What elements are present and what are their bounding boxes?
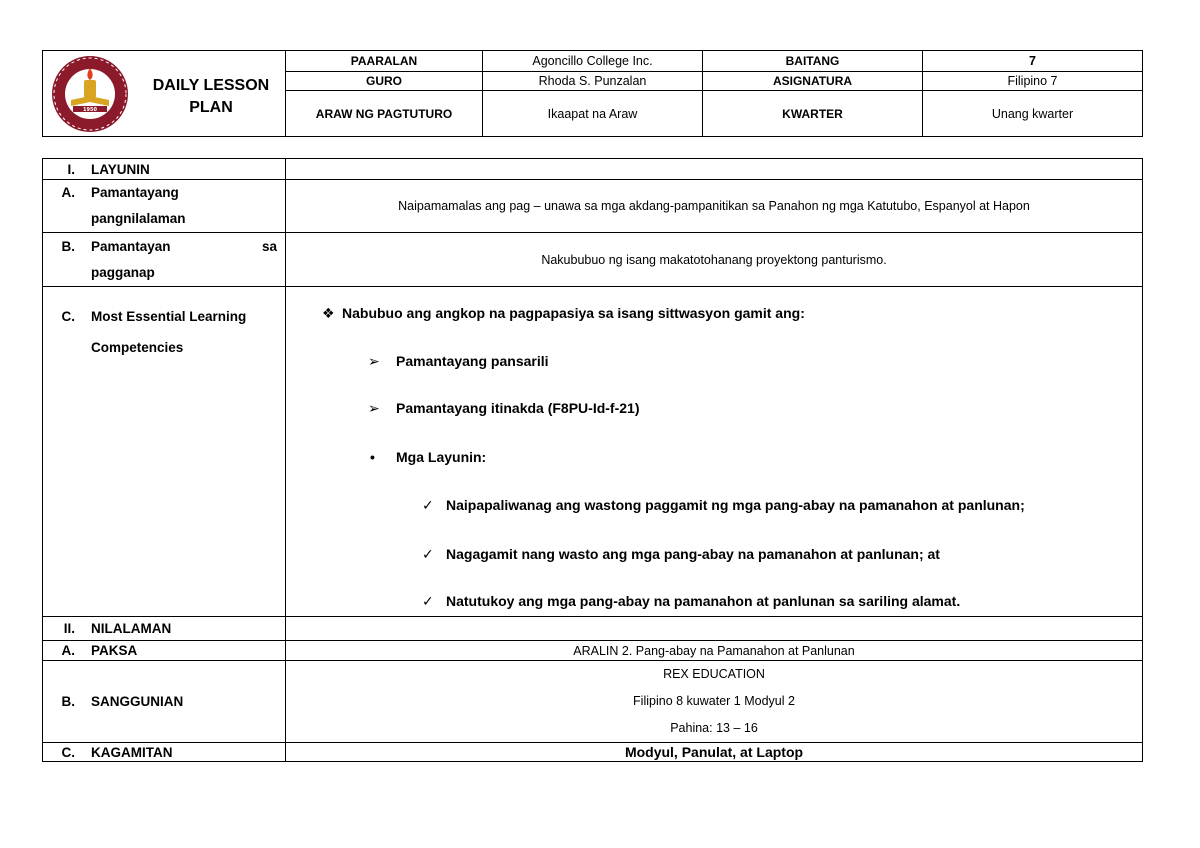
content-standard-num: A. xyxy=(61,185,75,200)
teacher-label: GURO xyxy=(286,72,483,91)
melc-obj1-text: Naipapaliwanag ang wastong paggamit ng mga pang-abay na pamanahon at panlunan; xyxy=(446,497,1025,513)
content-standard-label-1: Pamantayang xyxy=(91,185,179,200)
subject-value: Filipino 7 xyxy=(923,72,1143,91)
performance-standard-label-cell xyxy=(43,233,286,287)
melc-sub2-text: Pamantayang itinakda (F8PU-Id-f-21) xyxy=(396,400,640,416)
topic-value: ARALIN 2. Pang-abay na Pamanahon at Panlunan xyxy=(286,641,1143,661)
melc-label-cell xyxy=(43,287,286,617)
references-line-2: Filipino 8 kuwater 1 Modyul 2 xyxy=(633,694,795,708)
content-num: II. xyxy=(63,621,75,636)
content-standard-label-2: pangnilalaman xyxy=(91,211,186,226)
quarter-value: Unang kwarter xyxy=(923,91,1143,137)
arrow-bullet-icon: ➢ xyxy=(368,353,380,369)
materials-label: KAGAMITAN xyxy=(91,744,173,760)
grade-label: BAITANG xyxy=(703,51,923,72)
references-label: SANGGUNIAN xyxy=(91,694,184,709)
content-value-cell xyxy=(286,617,1143,641)
melc-obj3-item xyxy=(422,593,960,610)
grade-value: 7 xyxy=(923,51,1143,72)
performance-standard-label-1a: Pamantayan xyxy=(91,238,171,254)
references-value-cell xyxy=(286,661,1143,743)
melc-sub2-item xyxy=(368,400,640,417)
objectives-label-cell xyxy=(43,159,286,180)
content-label-cell xyxy=(43,617,286,641)
melc-obj2-text: Nagagamit nang wasto ang mga pang-abay na pamanahon at panlunan; at xyxy=(446,546,940,562)
objectives-value-cell xyxy=(286,159,1143,180)
quarter-label: KWARTER xyxy=(703,91,923,137)
subject-label: ASIGNATURA xyxy=(703,72,923,91)
day-label: ARAW NG PAGTUTURO xyxy=(286,91,483,137)
melc-obj1-item xyxy=(422,497,1025,514)
school-label: PAARALAN xyxy=(286,51,483,72)
header-logo-cell xyxy=(43,51,286,137)
melc-sub1-text: Pamantayang pansarili xyxy=(396,353,549,369)
melc-objectives-item xyxy=(370,449,486,465)
materials-num: C. xyxy=(61,744,75,760)
checkmark-icon: ✓ xyxy=(422,593,434,609)
day-value: Ikaapat na Araw xyxy=(483,91,703,137)
content-label: NILALAMAN xyxy=(91,621,172,636)
performance-standard-value: Nakububuo ng isang makatotohanang proyektong panturismo. xyxy=(286,233,1143,287)
performance-standard-label-1b: sa xyxy=(261,238,277,254)
melc-main-item xyxy=(322,305,805,322)
checkmark-icon: ✓ xyxy=(422,546,434,562)
materials-label-cell xyxy=(43,743,286,762)
references-line-3: Pahina: 13 – 16 xyxy=(670,721,758,735)
checkmark-icon: ✓ xyxy=(422,497,434,513)
diamond-bullet-icon: ❖ xyxy=(322,305,335,321)
melc-label-2: Competencies xyxy=(91,340,184,355)
melc-obj3-text: Natutukoy ang mga pang-abay na pamanahon at panlunan sa sariling alamat. xyxy=(446,593,961,609)
performance-standard-num: B. xyxy=(61,238,75,254)
melc-num: C. xyxy=(61,309,75,324)
school-logo xyxy=(47,54,133,134)
melc-main-text: Nabubuo ang angkop na pagpapasiya sa isang sittwasyon gamit ang: xyxy=(342,305,805,321)
content-standard-label-cell xyxy=(43,180,286,233)
references-line-1: REX EDUCATION xyxy=(663,667,765,681)
objectives-label: LAYUNIN xyxy=(91,161,150,177)
svg-text:1950: 1950 xyxy=(83,107,97,113)
topic-label-cell xyxy=(43,641,286,661)
references-label-cell xyxy=(43,661,286,743)
plan-title: DAILY LESSON PLAN xyxy=(152,77,270,116)
objectives-num: I. xyxy=(67,161,75,177)
topic-num: A. xyxy=(61,643,75,658)
melc-label-1: Most Essential Learning xyxy=(91,309,247,324)
melc-sub1-item xyxy=(368,353,549,370)
dot-bullet-icon: • xyxy=(370,449,375,465)
content-standard-value: Naipamamalas ang pag – unawa sa mga akdang-pampanitikan sa Panahon ng mga Katutubo, Espanyol at Hapon xyxy=(286,180,1143,233)
lesson-plan-table xyxy=(42,158,1143,762)
melc-value-cell xyxy=(286,287,1143,617)
school-value: Agoncillo College Inc. xyxy=(483,51,703,72)
melc-obj2-item xyxy=(422,546,940,563)
performance-standard-label-2: pagganap xyxy=(91,264,155,280)
melc-objectives-label: Mga Layunin: xyxy=(396,449,487,465)
arrow-bullet-icon: ➢ xyxy=(368,400,380,416)
teacher-value: Rhoda S. Punzalan xyxy=(483,72,703,91)
materials-value: Modyul, Panulat, at Laptop xyxy=(286,743,1143,762)
references-num: B. xyxy=(61,694,75,709)
header-table xyxy=(42,50,1143,137)
topic-label: PAKSA xyxy=(91,643,138,658)
